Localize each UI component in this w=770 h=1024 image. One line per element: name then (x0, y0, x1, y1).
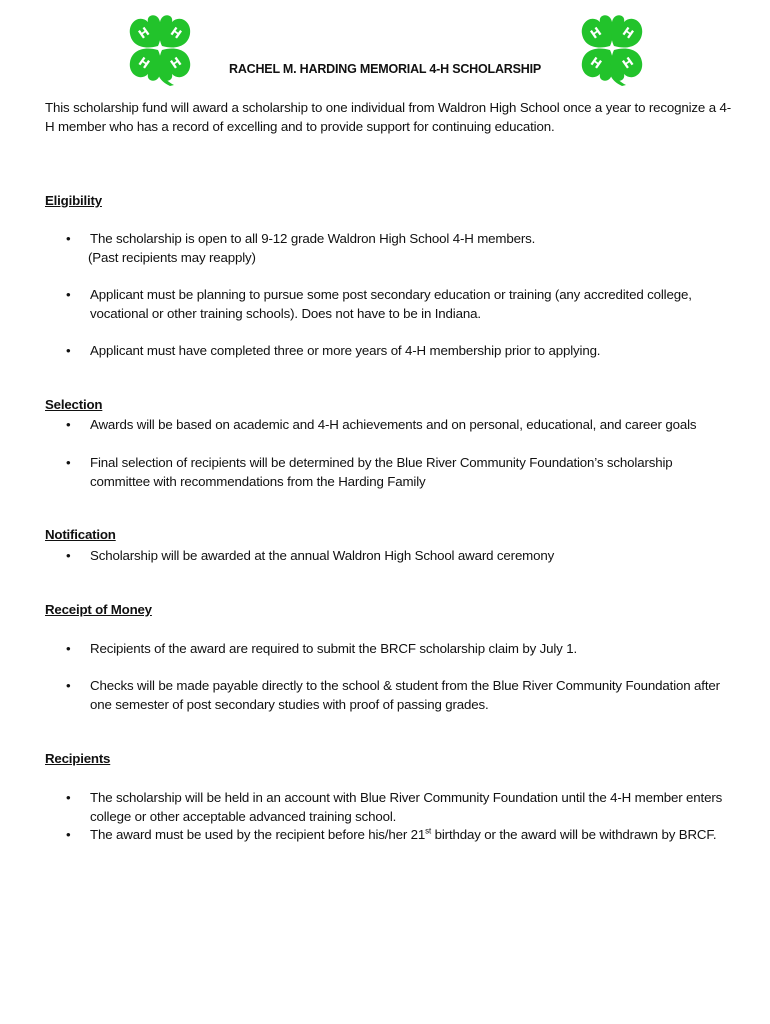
list-item-text: The scholarship is open to all 9-12 grade Waldron High School 4-H members. (90, 231, 536, 246)
bullet-icon: • (66, 678, 71, 693)
bullet-icon: • (66, 548, 71, 563)
bullet-icon: • (66, 343, 71, 358)
list-item-text: Checks will be made payable directly to the school & student from the Blue River Community Foundation after one semester of post secondary studies with proof of passing grades. (90, 678, 720, 712)
ordinal-suffix: st (425, 826, 432, 836)
list-item-text: Applicant must have completed three or more years of 4-H membership prior to applying. (90, 343, 601, 358)
list-item-text: Recipients of the award are required to submit the BRCF scholarship claim by July 1. (90, 641, 577, 656)
list-item (66, 453, 736, 491)
logo-letter: H (167, 24, 185, 42)
list-item (66, 676, 736, 714)
logo-letter: H (135, 24, 153, 42)
list-item-text (90, 825, 736, 844)
list-item-text: The scholarship will be held in an account with Blue River Community Foundation until the 4-H member enters college or other acceptable advanced training school. (90, 790, 723, 824)
logo-letter: H (587, 24, 605, 42)
eligibility-heading: Eligibility (45, 193, 102, 208)
list-item (66, 285, 736, 323)
list-item (66, 825, 736, 844)
logo-letter: H (167, 54, 185, 72)
logo-letter: H (135, 54, 153, 72)
bullet-icon: • (66, 287, 71, 302)
list-item-text: Applicant must be planning to pursue some post secondary education or training (any accredited college, vocational or other training schools). Does not have to be in Indiana. (90, 287, 692, 321)
list-item-text: Final selection of recipients will be determined by the Blue River Community Foundation’s scholarship committee with recommendations from the Harding Family (90, 455, 673, 489)
list-item-text: Scholarship will be awarded at the annual Waldron High School award ceremony (90, 548, 555, 563)
list-item-text: Awards will be based on academic and 4-H achievements and on personal, educational, and career goals (90, 417, 697, 432)
intro-paragraph: This scholarship fund will award a scholarship to one individual from Waldron High School once a year to recognize a 4-H member who has a record of excelling and to provide support for continuing education. (45, 100, 732, 134)
recipients-heading: Recipients (45, 751, 111, 766)
bullet-icon: • (66, 231, 71, 246)
bullet-icon: • (66, 417, 71, 432)
list-item-text-end: birthday or the award will be withdrawn by BRCF. (431, 827, 717, 842)
list-item-text-start: The award must be used by the recipient before his/her 21 (90, 827, 426, 842)
bullet-icon: • (66, 455, 71, 470)
logo-letter: H (619, 54, 637, 72)
bullet-icon: • (66, 641, 71, 656)
document-title: RACHEL M. HARDING MEMORIAL 4-H SCHOLARSHIP (229, 62, 541, 76)
logo-letter: H (619, 24, 637, 42)
logo-letter: H (587, 54, 605, 72)
list-item-note: (Past recipients may reapply) (88, 250, 256, 265)
list-item (66, 415, 736, 434)
selection-heading: Selection (45, 397, 103, 412)
notification-heading: Notification (45, 527, 116, 542)
list-item (66, 546, 736, 565)
list-item (66, 639, 736, 658)
list-item (66, 341, 736, 360)
list-item (66, 788, 736, 826)
list-item (66, 229, 736, 267)
bullet-icon: • (66, 790, 71, 805)
bullet-icon: • (66, 827, 71, 842)
receipt-heading: Receipt of Money (45, 602, 152, 617)
